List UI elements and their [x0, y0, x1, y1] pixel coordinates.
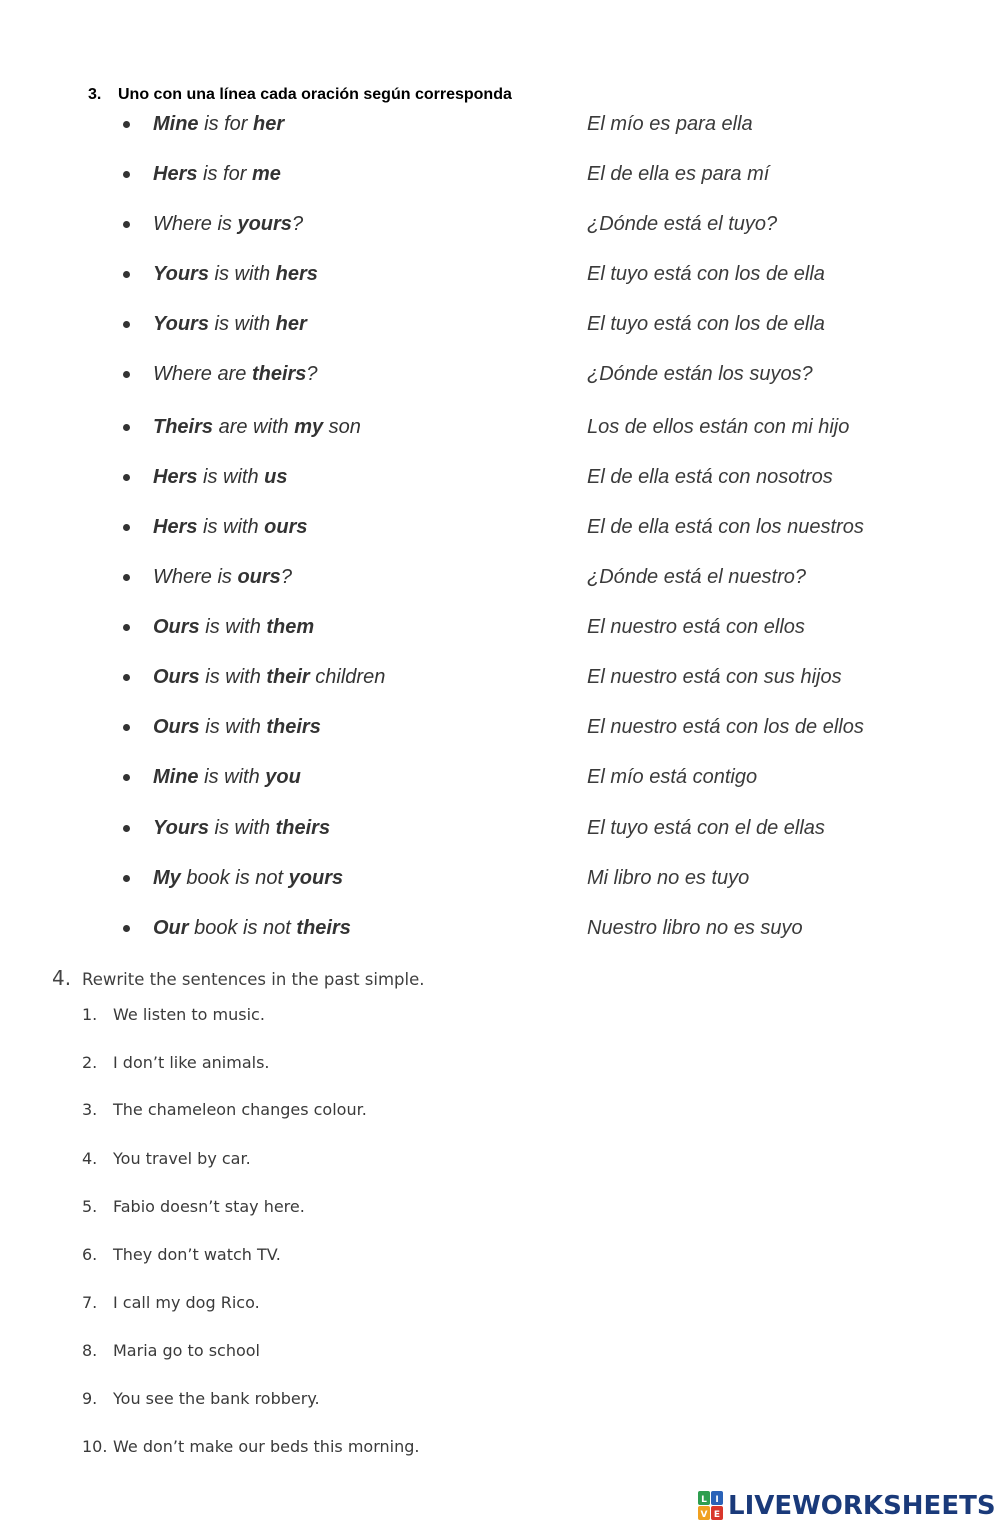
spanish-translation: ¿Dónde está el nuestro? [587, 566, 807, 588]
spanish-translation: Nuestro libro no es suyo [587, 917, 803, 939]
sentence-item [82, 1100, 367, 1126]
spanish-translation: El tuyo está con los de ella [587, 263, 825, 285]
match-row [0, 713, 1000, 743]
exercise-3-heading [88, 86, 512, 104]
spanish-translation: El de ella es para mí [587, 163, 770, 185]
spanish-translation: El nuestro está con ellos [587, 616, 805, 638]
exercise-4-title: Rewrite the sentences in the past simple. [82, 970, 425, 989]
svg-text:V: V [700, 1510, 708, 1520]
spanish-translation: ¿Dónde está el tuyo? [587, 213, 778, 235]
pronoun-bold: Mine [153, 766, 199, 788]
sentence-text: They don’t watch TV. [113, 1245, 281, 1264]
match-row [0, 463, 1000, 493]
pronoun-bold: Theirs [153, 416, 214, 438]
bullet-icon [123, 221, 130, 228]
spanish-translation: El mío es para ella [587, 113, 753, 135]
sentence-text: is for [197, 163, 252, 185]
pronoun-bold: theirs [251, 363, 307, 385]
bullet-icon [123, 121, 130, 128]
english-sentence [153, 416, 361, 439]
sentence-text: ? [306, 363, 318, 385]
sentence-item [82, 1149, 251, 1175]
english-sentence [153, 263, 318, 286]
sentence-text: is with [208, 313, 276, 335]
sentence-text: I don’t like animals. [113, 1053, 270, 1072]
sentence-text: You travel by car. [113, 1149, 251, 1168]
match-row [0, 160, 1000, 190]
pronoun-bold: her [253, 113, 285, 135]
pronoun-bold: hers [275, 263, 318, 285]
pronoun-bold: Ours [153, 716, 200, 738]
pronoun-bold: Yours [153, 313, 209, 335]
english-sentence [153, 516, 308, 539]
match-row [0, 360, 1000, 390]
sentence-item [82, 1197, 305, 1223]
sentence-text: Maria go to school [113, 1341, 260, 1360]
english-sentence [153, 466, 288, 489]
match-row [0, 814, 1000, 844]
bullet-icon [123, 674, 130, 681]
pronoun-bold: Hers [153, 516, 198, 538]
pronoun-bold: theirs [296, 917, 351, 939]
english-sentence [153, 716, 321, 739]
english-sentence [153, 363, 318, 386]
pronoun-bold: Yours [153, 817, 209, 839]
exercise-3-number: 3. [88, 86, 102, 103]
pronoun-bold: Yours [153, 263, 209, 285]
sentence-number: 7. [82, 1293, 98, 1312]
match-row [0, 310, 1000, 340]
sentence-number: 2. [82, 1053, 98, 1072]
english-sentence [153, 666, 385, 689]
pronoun-bold: Hers [153, 163, 198, 185]
english-sentence [153, 213, 303, 236]
spanish-translation: El de ella está con los nuestros [587, 516, 864, 538]
sentence-text: Where are [153, 363, 252, 385]
sentence-text: is with [198, 766, 266, 788]
sentence-text: is with [199, 666, 267, 688]
sentence-number: 9. [82, 1389, 98, 1408]
english-sentence [153, 917, 351, 940]
spanish-translation: El nuestro está con los de ellos [587, 716, 864, 738]
spanish-translation: Los de ellos están con mi hijo [587, 416, 850, 438]
pronoun-bold: yours [288, 867, 344, 889]
bullet-icon [123, 321, 130, 328]
english-sentence [153, 313, 307, 336]
english-sentence [153, 867, 343, 890]
sentence-text: children [309, 666, 386, 688]
logo-text: LIVEWORKSHEETS [728, 1491, 996, 1521]
pronoun-bold: Mine [153, 113, 199, 135]
english-sentence [153, 566, 292, 589]
pronoun-bold: you [265, 766, 301, 788]
match-row [0, 864, 1000, 894]
pronoun-bold: yours [237, 213, 292, 235]
sentence-number: 5. [82, 1197, 98, 1216]
pronoun-bold: theirs [275, 817, 331, 839]
match-row [0, 513, 1000, 543]
sentence-text: is with [199, 716, 267, 738]
bullet-icon [123, 524, 130, 531]
pronoun-bold: Our [153, 917, 189, 939]
english-sentence [153, 817, 330, 840]
bullet-icon [123, 624, 130, 631]
sentence-number: 8. [82, 1341, 98, 1360]
sentence-number: 4. [82, 1149, 98, 1168]
spanish-translation: El mío está contigo [587, 766, 758, 788]
sentence-item [82, 1389, 320, 1415]
sentence-text: are with [213, 416, 295, 438]
sentence-text: is with [197, 466, 265, 488]
sentence-text: Fabio doesn’t stay here. [113, 1197, 305, 1216]
sentence-item [82, 1437, 419, 1463]
sentence-text: son [323, 416, 361, 438]
sentence-number: 1. [82, 1005, 98, 1024]
sentence-text: book is not [188, 917, 297, 939]
pronoun-bold: her [275, 313, 307, 335]
pronoun-bold: ours [237, 566, 281, 588]
english-sentence [153, 163, 281, 186]
sentence-text: The chameleon changes colour. [113, 1100, 367, 1119]
sentence-text: is with [199, 616, 267, 638]
pronoun-bold: ours [264, 516, 308, 538]
sentence-text: is for [198, 113, 254, 135]
bullet-icon [123, 171, 130, 178]
sentence-number: 6. [82, 1245, 98, 1264]
pronoun-bold: my [294, 416, 324, 438]
sentence-text: book is not [180, 867, 289, 889]
sentence-text: I call my dog Rico. [113, 1293, 260, 1312]
sentence-text: You see the bank robbery. [113, 1389, 320, 1408]
sentence-item [82, 1005, 265, 1031]
match-row [0, 563, 1000, 593]
sentence-text: is with [208, 263, 276, 285]
sentence-number: 3. [82, 1100, 98, 1119]
pronoun-bold: their [266, 666, 310, 688]
sentence-text: ? [291, 213, 304, 235]
pronoun-bold: theirs [266, 716, 321, 738]
sentence-text: We listen to music. [113, 1005, 265, 1024]
sentence-text: Where is [153, 213, 238, 235]
match-row [0, 413, 1000, 443]
pronoun-bold: Hers [153, 466, 198, 488]
match-row [0, 763, 1000, 793]
svg-text:L: L [701, 1495, 707, 1505]
match-row [0, 914, 1000, 944]
spanish-translation: El tuyo está con el de ellas [587, 817, 825, 839]
exercise-3-title: Uno con una línea cada oración según corresponda [118, 86, 512, 103]
bullet-icon [123, 371, 130, 378]
english-sentence [153, 766, 301, 789]
bullet-icon [123, 875, 130, 882]
exercise-4-number: 4. [52, 966, 72, 990]
liveworksheets-logo-icon [698, 1491, 724, 1521]
bullet-icon [123, 724, 130, 731]
sentence-item [82, 1293, 260, 1319]
sentence-text: is with [197, 516, 265, 538]
pronoun-bold: us [264, 466, 288, 488]
spanish-translation: El tuyo está con los de ella [587, 313, 825, 335]
svg-text:I: I [715, 1495, 719, 1505]
sentence-text: We don’t make our beds this morning. [113, 1437, 420, 1456]
match-row [0, 260, 1000, 290]
sentence-number: 10. [82, 1437, 108, 1456]
match-row [0, 663, 1000, 693]
spanish-translation: El de ella está con nosotros [587, 466, 833, 488]
match-row [0, 110, 1000, 140]
spanish-translation: Mi libro no es tuyo [587, 867, 750, 889]
bullet-icon [123, 925, 130, 932]
spanish-translation: ¿Dónde están los suyos? [587, 363, 813, 385]
sentence-text: ? [280, 566, 292, 588]
pronoun-bold: My [153, 867, 181, 889]
svg-text:E: E [713, 1510, 721, 1520]
bullet-icon [123, 271, 130, 278]
bullet-icon [123, 424, 130, 431]
sentence-text: is with [208, 817, 276, 839]
bullet-icon [123, 474, 130, 481]
bullet-icon [123, 574, 130, 581]
exercise-4-heading [52, 966, 425, 990]
sentence-item [82, 1341, 260, 1367]
sentence-item [82, 1053, 270, 1079]
pronoun-bold: Ours [153, 616, 200, 638]
english-sentence [153, 616, 314, 639]
pronoun-bold: Ours [153, 666, 200, 688]
pronoun-bold: them [266, 616, 315, 638]
match-row [0, 210, 1000, 240]
liveworksheets-logo [698, 1490, 996, 1522]
bullet-icon [123, 774, 130, 781]
pronoun-bold: me [251, 163, 281, 185]
english-sentence [153, 113, 284, 136]
sentence-item [82, 1245, 281, 1271]
match-row [0, 613, 1000, 643]
spanish-translation: El nuestro está con sus hijos [587, 666, 842, 688]
sentence-text: Where is [153, 566, 238, 588]
bullet-icon [123, 825, 130, 832]
